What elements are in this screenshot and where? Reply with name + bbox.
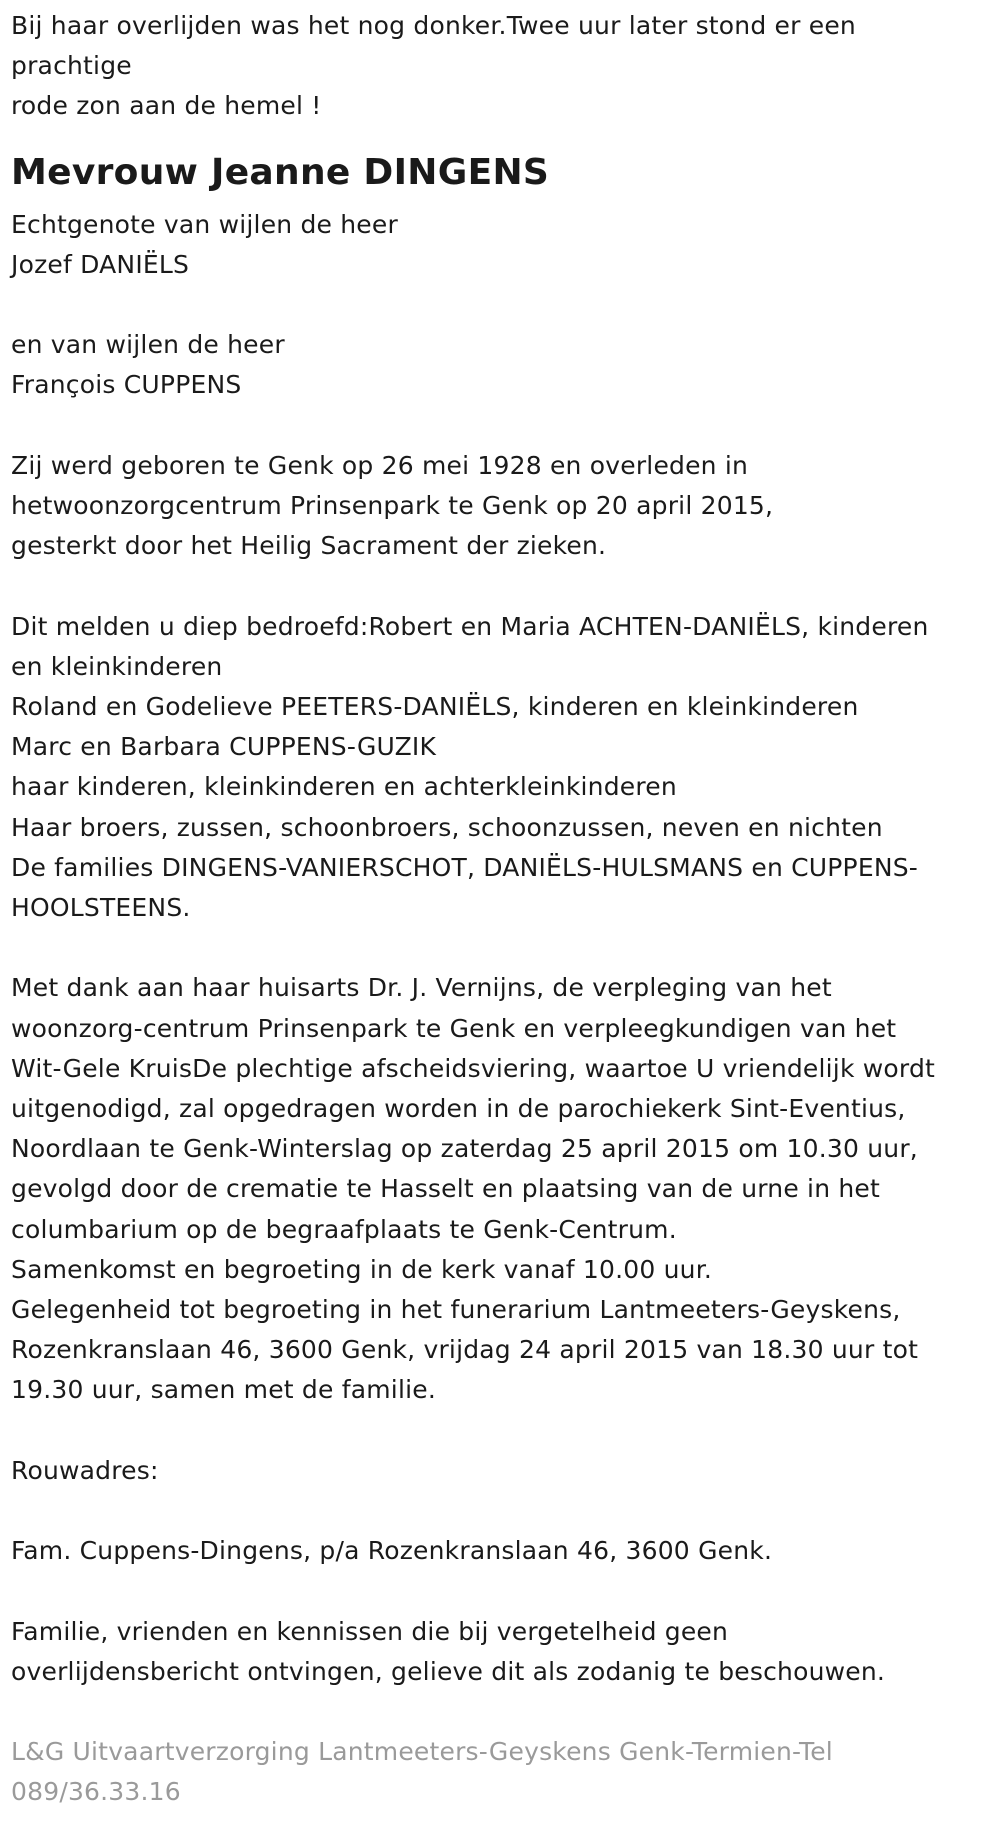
ceremony-line: gevolgd door de crematie te Hasselt en plaatsing van de urne in het xyxy=(11,1174,881,1204)
ceremony-line: columbarium op de begraafplaats te Genk-Centrum. xyxy=(11,1214,677,1244)
family-line: Dit melden u diep bedroefd:Robert en Maria ACHTEN-DANIËLS, kinderen xyxy=(11,611,929,641)
ceremony-line: Rozenkranslaan 46, 3600 Genk, vrijdag 24 april 2015 van 18.30 uur tot xyxy=(11,1335,919,1365)
intro-line: Bij haar overlijden was het nog donker.Twee uur later stond er een xyxy=(11,11,856,40)
birth-death-line: hetwoonzorgcentrum Prinsenpark te Genk op 20 april 2015, xyxy=(11,491,774,520)
family-line: Haar broers, zussen, schoonbroers, schoonzussen, neven en nichten xyxy=(11,812,883,842)
family-section xyxy=(11,607,990,929)
spacer xyxy=(11,1411,990,1451)
ceremony-line: Samenkomst en begroeting in de kerk vanaf 10.00 uur. xyxy=(11,1254,713,1284)
birth-death-section xyxy=(11,446,990,567)
family-line: Roland en Godelieve PEETERS-DANIËLS, kinderen en kleinkinderen xyxy=(11,692,859,721)
notice-line: overlijdensbericht ontvingen, gelieve dit als zodanig te beschouwen. xyxy=(11,1656,886,1686)
spacer xyxy=(11,928,990,968)
address-value: Fam. Cuppens-Dingens, p/a Rozenkranslaan 46, 3600 Genk. xyxy=(11,1536,773,1566)
family-line: Marc en Barbara CUPPENS-GUZIK xyxy=(11,732,437,762)
intro-line: rode zon aan de hemel ! xyxy=(11,91,322,121)
ceremony-line: woonzorg-centrum Prinsenpark te Genk en verpleegkundigen van het xyxy=(11,1013,897,1043)
spacer xyxy=(11,1491,990,1531)
funeral-director-footer xyxy=(11,1732,990,1812)
family-line: en kleinkinderen xyxy=(11,651,223,681)
family-line: De families DINGENS-VANIERSCHOT, DANIËLS-HULSMANS en CUPPENS- xyxy=(11,852,919,882)
intro-quote xyxy=(11,6,990,127)
ceremony-line: Wit-Gele KruisDe plechtige afscheidsviering, waartoe U vriendelijk wordt xyxy=(11,1053,936,1083)
ceremony-line: uitgenodigd, zal opgedragen worden in de parochiekerk Sint-Eventius, xyxy=(11,1094,906,1124)
birth-death-line: Zij werd geboren te Genk op 26 mei 1928 en overleden in xyxy=(11,450,749,480)
family-line: haar kinderen, kleinkinderen en achterkleinkinderen xyxy=(11,772,677,802)
spouse-line: Echtgenote van wijlen de heer xyxy=(11,209,398,239)
ceremony-line: Gelegenheid tot begroeting in het funerarium Lantmeeters-Geyskens, xyxy=(11,1295,901,1325)
spacer xyxy=(11,1571,990,1611)
footer-line: 089/36.33.16 xyxy=(11,1777,181,1807)
spacer xyxy=(11,406,990,446)
spouse-line: en van wijlen de heer xyxy=(11,330,285,360)
spouse-line: François CUPPENS xyxy=(11,370,242,400)
spacer xyxy=(11,566,990,606)
spacer xyxy=(11,1692,990,1732)
spouse-section xyxy=(11,205,990,406)
intro-line: prachtige xyxy=(11,51,132,81)
notice-section xyxy=(11,1612,990,1692)
birth-death-line: gesterkt door het Heilig Sacrament der zieken. xyxy=(11,531,607,561)
family-line: HOOLSTEENS. xyxy=(11,893,191,923)
spacer xyxy=(11,285,990,325)
ceremony-line: Met dank aan haar huisarts Dr. J. Vernijns, de verpleging van het xyxy=(11,973,832,1003)
spouse-line: Jozef DANIËLS xyxy=(11,249,190,279)
address-label: Rouwadres: xyxy=(11,1455,159,1485)
ceremony-line: Noordlaan te Genk-Winterslag op zaterdag 25 april 2015 om 10.30 uur, xyxy=(11,1134,918,1164)
ceremony-section xyxy=(11,968,990,1410)
deceased-name: Mevrouw Jeanne DINGENS xyxy=(11,151,550,193)
footer-line: L&G Uitvaartverzorging Lantmeeters-Geyskens Genk-Termien-Tel xyxy=(11,1737,833,1767)
notice-line: Familie, vrienden en kennissen die bij vergetelheid geen xyxy=(11,1616,729,1646)
ceremony-line: 19.30 uur, samen met de familie. xyxy=(11,1375,436,1405)
